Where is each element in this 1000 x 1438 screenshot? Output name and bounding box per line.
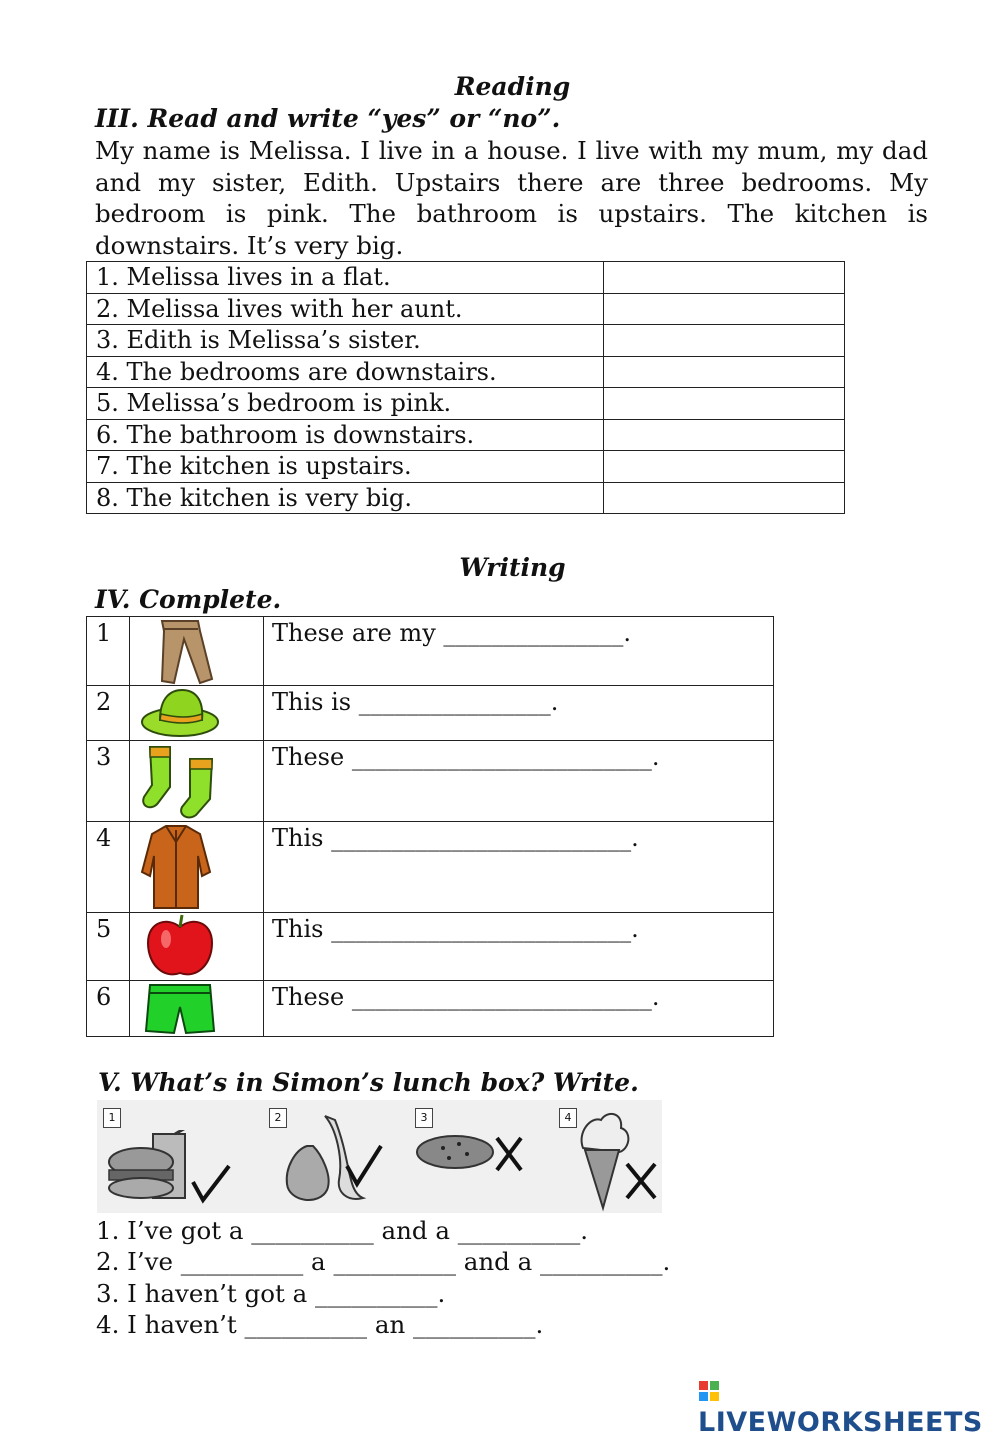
reading-instruction: III. Read and write “yes” or “no”. xyxy=(95,104,561,133)
coat-icon xyxy=(130,822,264,913)
picture-number: 3 xyxy=(415,1108,433,1128)
answer-cell[interactable] xyxy=(604,482,845,514)
statement-row xyxy=(87,293,845,325)
picture-number: 1 xyxy=(103,1108,121,1128)
lunchbox-picture-strip xyxy=(97,1100,662,1213)
writing-instruction: IV. Complete. xyxy=(95,585,282,614)
answer-cell[interactable] xyxy=(604,419,845,451)
statement-text: 4. The bedrooms are downstairs. xyxy=(87,356,604,388)
complete-row xyxy=(87,686,774,741)
lunchbox-sentence-4[interactable]: 4. I haven’t __________ an __________. xyxy=(96,1310,544,1339)
complete-sentence[interactable]: This is ________________. xyxy=(264,686,774,741)
yes-no-table xyxy=(86,261,845,514)
statement-row xyxy=(87,419,845,451)
lunchbox-sentence-1[interactable]: 1. I’ve got a __________ and a __________. xyxy=(96,1216,589,1245)
liveworksheets-logo xyxy=(698,1376,1000,1438)
answer-cell[interactable] xyxy=(604,388,845,420)
pear-and-banana-icon xyxy=(277,1110,387,1210)
row-number: 3 xyxy=(87,741,130,822)
liveworksheets-logo-icon xyxy=(698,1380,720,1402)
picture-number: 4 xyxy=(559,1108,577,1128)
statement-row xyxy=(87,388,845,420)
row-number: 2 xyxy=(87,686,130,741)
reading-passage: My name is Melissa. I live in a house. I live with my mum, my dad and my sister, Edith. Upstairs there are three bedrooms. My bedroom is pink. The bathroom is upstairs. The kitchen is downstairs. It’s very big. xyxy=(95,136,928,260)
complete-sentence[interactable]: These _________________________. xyxy=(264,981,774,1037)
reading-heading: Reading xyxy=(454,72,571,101)
burger-and-juice-icon xyxy=(105,1130,235,1210)
complete-row xyxy=(87,913,774,981)
complete-sentence[interactable]: These _________________________. xyxy=(264,741,774,822)
picture-number: 2 xyxy=(269,1108,287,1128)
apple-icon xyxy=(130,913,264,981)
socks-icon xyxy=(130,741,264,822)
row-number: 1 xyxy=(87,617,130,686)
complete-row xyxy=(87,981,774,1037)
statement-row xyxy=(87,451,845,483)
answer-cell[interactable] xyxy=(604,293,845,325)
shorts-icon xyxy=(130,981,264,1037)
statement-text: 7. The kitchen is upstairs. xyxy=(87,451,604,483)
statement-text: 8. The kitchen is very big. xyxy=(87,482,604,514)
complete-sentence[interactable]: This _________________________. xyxy=(264,822,774,913)
pie-icon xyxy=(415,1130,525,1180)
complete-row xyxy=(87,822,774,913)
row-number: 4 xyxy=(87,822,130,913)
row-number: 5 xyxy=(87,913,130,981)
complete-row xyxy=(87,617,774,686)
row-number: 6 xyxy=(87,981,130,1037)
statement-row xyxy=(87,325,845,357)
logo-text: LIVEWORKSHEETS xyxy=(698,1407,983,1438)
answer-cell[interactable] xyxy=(604,262,845,294)
complete-table xyxy=(86,616,774,1037)
lunchbox-sentence-2[interactable]: 2. I’ve __________ a __________ and a __________. xyxy=(96,1247,671,1276)
statement-text: 1. Melissa lives in a flat. xyxy=(87,262,604,294)
statement-text: 3. Edith is Melissa’s sister. xyxy=(87,325,604,357)
writing-heading: Writing xyxy=(459,553,566,582)
trousers-icon xyxy=(130,617,264,686)
statement-row xyxy=(87,482,845,514)
answer-cell[interactable] xyxy=(604,356,845,388)
statement-text: 6. The bathroom is downstairs. xyxy=(87,419,604,451)
lunchbox-instruction: V. What’s in Simon’s lunch box? Write. xyxy=(98,1068,639,1097)
answer-cell[interactable] xyxy=(604,325,845,357)
statement-text: 5. Melissa’s bedroom is pink. xyxy=(87,388,604,420)
ice-cream-icon xyxy=(573,1108,663,1212)
complete-sentence[interactable]: These are my _______________. xyxy=(264,617,774,686)
complete-sentence[interactable]: This _________________________. xyxy=(264,913,774,981)
statement-row xyxy=(87,262,845,294)
complete-row xyxy=(87,741,774,822)
lunchbox-sentence-3[interactable]: 3. I haven’t got a __________. xyxy=(96,1279,446,1308)
statement-text: 2. Melissa lives with her aunt. xyxy=(87,293,604,325)
hat-icon xyxy=(130,686,264,741)
answer-cell[interactable] xyxy=(604,451,845,483)
statement-row xyxy=(87,356,845,388)
